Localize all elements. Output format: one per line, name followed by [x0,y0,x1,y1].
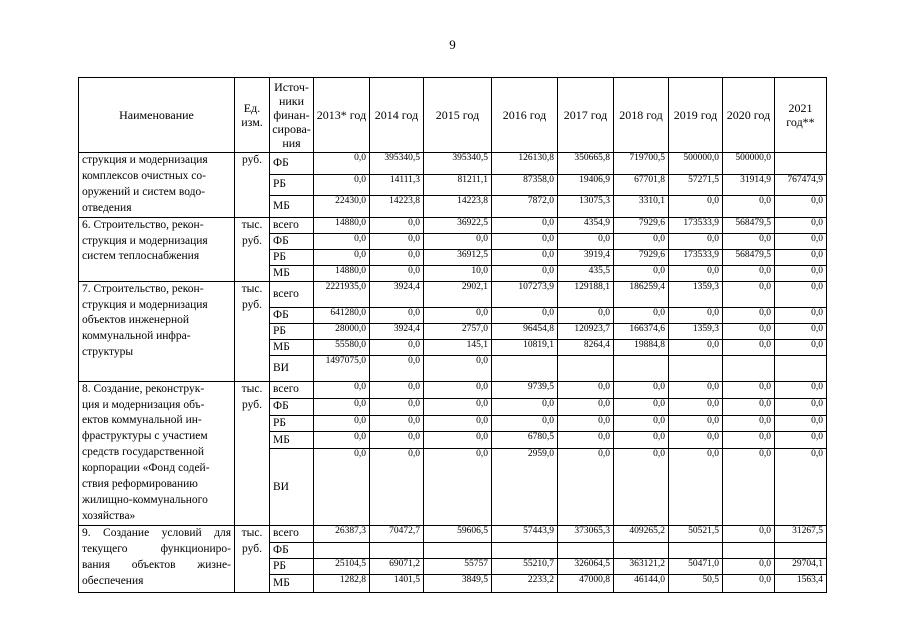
value-cell: 166374,6 [614,323,669,339]
value-cell: 0,0 [614,265,669,281]
value-cell: 0,0 [775,307,827,323]
value-cell: 0,0 [424,432,492,449]
value-cell: 0,0 [370,233,424,249]
value-cell: 0,0 [723,339,775,355]
value-cell: 0,0 [669,265,723,281]
value-cell [370,542,424,558]
value-cell: 0,0 [370,381,424,398]
value-cell: 19406,9 [558,174,614,196]
value-cell: 57443,9 [492,525,558,542]
value-cell: 0,0 [370,307,424,323]
value-cell [424,542,492,558]
value-cell: 0,0 [669,339,723,355]
section-name [79,381,235,525]
section-name-line: ектов коммунальной ин- [82,414,202,427]
value-cell: 173533,9 [669,217,723,233]
header-year: 2014 год [370,78,424,153]
value-cell: 50521,5 [669,525,723,542]
value-cell: 0,0 [492,398,558,415]
value-cell: 0,0 [558,432,614,449]
funding-source: ФБ [270,307,314,323]
value-cell: 363121,2 [614,558,669,574]
value-cell: 0,0 [614,381,669,398]
section-name-line: ствия реформированию [82,478,198,491]
value-cell: 120923,7 [558,323,614,339]
section-unit: тыс. руб. [235,381,270,525]
value-cell [492,542,558,558]
value-cell: 0,0 [775,265,827,281]
table-row [79,153,827,175]
value-cell: 0,0 [723,574,775,592]
value-cell: 500000,0 [669,153,723,175]
value-cell [558,355,614,381]
funding-source: РБ [270,415,314,432]
value-cell: 1359,3 [669,281,723,307]
value-cell: 10,0 [424,265,492,281]
value-cell [775,153,827,175]
value-cell [723,355,775,381]
value-cell: 8264,4 [558,339,614,355]
value-cell: 173533,9 [669,249,723,265]
section-name-line: корпорации «Фонд содей- [82,462,210,475]
table-row [79,217,827,233]
value-cell: 0,0 [314,432,370,449]
section-unit: тыс. руб. [235,281,270,381]
value-cell: 0,0 [370,449,424,525]
value-cell: 0,0 [492,307,558,323]
value-cell: 0,0 [723,558,775,574]
value-cell: 36922,5 [424,217,492,233]
section-name-line: объектов инженерной [82,314,190,327]
funding-source: МБ [270,574,314,592]
value-cell: 0,0 [314,153,370,175]
table-row [79,281,827,307]
value-cell: 7929,6 [614,217,669,233]
header-year: 2020 год [723,78,775,153]
value-cell: 129188,1 [558,281,614,307]
value-cell: 0,0 [614,449,669,525]
value-cell: 2233,2 [492,574,558,592]
section-name [79,217,235,281]
value-cell: 0,0 [723,449,775,525]
funding-source: МБ [270,339,314,355]
value-cell: 145,1 [424,339,492,355]
value-cell: 0,0 [775,415,827,432]
section-name-line: 7. Строительство, рекон- [82,282,204,295]
value-cell: 3849,5 [424,574,492,592]
section-name-line: систем теплоснабжения [82,250,200,263]
value-cell: 395340,5 [424,153,492,175]
section-name-line: вания объектов жизне- [82,558,231,571]
section-name [79,281,235,381]
value-cell [314,542,370,558]
value-cell: 3924,4 [370,323,424,339]
value-cell: 0,0 [723,432,775,449]
value-cell: 641280,0 [314,307,370,323]
section-name-line: 9. Создание условий для [82,526,231,539]
value-cell: 0,0 [723,265,775,281]
section-unit: руб. [235,153,270,218]
funding-source: всего [270,525,314,542]
value-cell: 0,0 [723,525,775,542]
value-cell: 0,0 [775,233,827,249]
value-cell: 0,0 [314,449,370,525]
funding-source: РБ [270,323,314,339]
value-cell [669,542,723,558]
section-name-line: обеспечения [82,574,144,587]
value-cell: 55757 [424,558,492,574]
value-cell: 568479,5 [723,249,775,265]
value-cell: 47000,8 [558,574,614,592]
header-year: 2015 год [424,78,492,153]
value-cell: 0,0 [723,196,775,218]
value-cell: 0,0 [669,307,723,323]
value-cell: 0,0 [370,339,424,355]
value-cell [492,355,558,381]
value-cell: 19884,8 [614,339,669,355]
value-cell: 0,0 [775,381,827,398]
value-cell: 0,0 [424,233,492,249]
header-unit: Ед. изм. [235,78,270,153]
section-name-line: коммунальной инфра- [82,330,191,343]
section-name-line: комплексов очистных со- [82,169,206,182]
funding-source: ВИ [270,355,314,381]
value-cell: 0,0 [314,381,370,398]
budget-table [78,77,827,593]
value-cell: 0,0 [775,281,827,307]
value-cell: 326064,5 [558,558,614,574]
value-cell: 350665,8 [558,153,614,175]
table-row [79,525,827,542]
value-cell: 0,0 [669,432,723,449]
page-number: 9 [449,37,456,52]
value-cell: 767474,9 [775,174,827,196]
value-cell: 186259,4 [614,281,669,307]
header-year: 2019 год [669,78,723,153]
section-name-line: струкция и модернизация [82,154,208,166]
value-cell: 0,0 [424,449,492,525]
value-cell: 0,0 [492,217,558,233]
value-cell: 1282,8 [314,574,370,592]
section-unit: тыс. руб. [235,217,270,281]
value-cell: 70472,7 [370,525,424,542]
header-year: 2013* год [314,78,370,153]
header-row [79,78,827,153]
value-cell: 14111,3 [370,174,424,196]
value-cell: 0,0 [775,196,827,218]
header-year: 2018 год [614,78,669,153]
value-cell: 0,0 [614,307,669,323]
value-cell: 25104,5 [314,558,370,574]
funding-source: ФБ [270,542,314,558]
value-cell: 36912,5 [424,249,492,265]
value-cell: 0,0 [558,233,614,249]
value-cell: 0,0 [775,249,827,265]
value-cell: 0,0 [424,307,492,323]
value-cell: 0,0 [370,432,424,449]
value-cell: 3924,4 [370,281,424,307]
funding-source: МБ [270,196,314,218]
section-name-line: хозяйства» [82,509,136,522]
value-cell: 0,0 [370,398,424,415]
section-name-line: струкция и модернизация [82,298,208,311]
value-cell: 0,0 [492,249,558,265]
value-cell: 0,0 [723,415,775,432]
value-cell: 0,0 [723,233,775,249]
value-cell: 0,0 [669,381,723,398]
section-name-line: фраструктуры с участием [82,430,208,443]
value-cell: 1359,3 [669,323,723,339]
value-cell: 2959,0 [492,449,558,525]
value-cell: 0,0 [614,415,669,432]
value-cell: 0,0 [775,217,827,233]
value-cell: 1401,5 [370,574,424,592]
value-cell: 7929,6 [614,249,669,265]
value-cell: 0,0 [614,398,669,415]
value-cell: 3310,1 [614,196,669,218]
value-cell: 0,0 [669,415,723,432]
value-cell: 1563,4 [775,574,827,592]
value-cell: 10819,1 [492,339,558,355]
value-cell: 14223,8 [424,196,492,218]
value-cell: 0,0 [558,415,614,432]
value-cell: 0,0 [314,233,370,249]
funding-source: всего [270,381,314,398]
table-body [79,153,827,593]
value-cell: 55580,0 [314,339,370,355]
value-cell: 0,0 [314,398,370,415]
value-cell: 31267,5 [775,525,827,542]
value-cell: 22430,0 [314,196,370,218]
value-cell: 0,0 [424,381,492,398]
value-cell: 0,0 [370,249,424,265]
value-cell: 126130,8 [492,153,558,175]
funding-source: МБ [270,432,314,449]
value-cell: 0,0 [424,415,492,432]
funding-source: МБ [270,265,314,281]
value-cell: 0,0 [558,307,614,323]
value-cell: 0,0 [370,415,424,432]
value-cell: 0,0 [558,381,614,398]
value-cell: 107273,9 [492,281,558,307]
value-cell: 0,0 [614,233,669,249]
value-cell: 87358,0 [492,174,558,196]
header-name: Наименование [79,78,235,153]
value-cell: 0,0 [669,398,723,415]
section-name [79,525,235,592]
section-name-line: жилищно-коммунального [82,493,208,506]
value-cell: 4354,9 [558,217,614,233]
section-name-line: средств государственной [82,446,205,459]
table-row [79,381,827,398]
funding-source: ФБ [270,398,314,415]
funding-source: ФБ [270,153,314,175]
value-cell: 0,0 [775,398,827,415]
value-cell: 0,0 [492,415,558,432]
value-cell: 14880,0 [314,217,370,233]
value-cell: 28000,0 [314,323,370,339]
value-cell [614,355,669,381]
funding-source: всего [270,281,314,307]
value-cell [669,355,723,381]
funding-source: всего [270,217,314,233]
value-cell: 0,0 [492,265,558,281]
value-cell: 1497075,0 [314,355,370,381]
funding-source: ФБ [270,233,314,249]
value-cell: 0,0 [723,398,775,415]
section-name-line: структуры [82,346,134,359]
section-unit: тыс. руб. [235,525,270,592]
value-cell: 59606,5 [424,525,492,542]
value-cell: 67701,8 [614,174,669,196]
value-cell: 46144,0 [614,574,669,592]
value-cell: 0,0 [723,323,775,339]
value-cell: 0,0 [775,339,827,355]
section-name-line: оружений и систем водо- [82,185,206,198]
section-name [79,153,235,218]
header-year: 2017 год [558,78,614,153]
value-cell: 0,0 [723,281,775,307]
value-cell: 0,0 [669,233,723,249]
value-cell: 69071,2 [370,558,424,574]
value-cell: 6780,5 [492,432,558,449]
funding-source: РБ [270,558,314,574]
funding-source: РБ [270,249,314,265]
header-year: 2021 год** [775,78,827,153]
value-cell: 0,0 [370,217,424,233]
value-cell: 0,0 [775,323,827,339]
funding-source: РБ [270,174,314,196]
value-cell: 9739,5 [492,381,558,398]
value-cell: 14880,0 [314,265,370,281]
value-cell [775,355,827,381]
value-cell: 435,5 [558,265,614,281]
section-name-line: ция и модернизация объ- [82,398,205,411]
funding-source: ВИ [270,449,314,525]
value-cell: 2221935,0 [314,281,370,307]
value-cell: 0,0 [370,355,424,381]
value-cell: 0,0 [314,249,370,265]
value-cell: 0,0 [492,233,558,249]
value-cell: 395340,5 [370,153,424,175]
value-cell [775,542,827,558]
value-cell: 0,0 [723,381,775,398]
value-cell: 26387,3 [314,525,370,542]
value-cell: 2902,1 [424,281,492,307]
value-cell [558,542,614,558]
value-cell [723,542,775,558]
value-cell: 81211,1 [424,174,492,196]
value-cell: 500000,0 [723,153,775,175]
value-cell: 57271,5 [669,174,723,196]
section-name-line: 6. Строительство, рекон- [82,218,204,231]
value-cell: 0,0 [424,398,492,415]
value-cell: 0,0 [314,174,370,196]
value-cell: 96454,8 [492,323,558,339]
section-name-line: отведения [82,201,132,214]
value-cell: 0,0 [314,415,370,432]
value-cell: 0,0 [614,432,669,449]
value-cell: 0,0 [424,355,492,381]
value-cell: 13075,3 [558,196,614,218]
value-cell: 409265,2 [614,525,669,542]
value-cell: 0,0 [775,432,827,449]
value-cell: 0,0 [558,449,614,525]
value-cell: 50471,0 [669,558,723,574]
section-name-line: 8. Создание, реконструк- [82,382,205,395]
value-cell: 0,0 [370,265,424,281]
value-cell: 719700,5 [614,153,669,175]
value-cell: 0,0 [723,307,775,323]
value-cell: 50,5 [669,574,723,592]
value-cell: 0,0 [669,196,723,218]
value-cell: 3919,4 [558,249,614,265]
value-cell: 31914,9 [723,174,775,196]
section-name-line: струкция и модернизация [82,234,208,247]
value-cell: 29704,1 [775,558,827,574]
value-cell: 373065,3 [558,525,614,542]
header-source: Источ-ники финан-сирова-ния [270,78,314,153]
value-cell: 0,0 [558,398,614,415]
value-cell: 568479,5 [723,217,775,233]
value-cell: 14223,8 [370,196,424,218]
section-name-line: текущего функциониро- [82,542,231,555]
value-cell: 2757,0 [424,323,492,339]
value-cell: 7872,0 [492,196,558,218]
value-cell: 0,0 [775,449,827,525]
header-year: 2016 год [492,78,558,153]
value-cell: 0,0 [669,449,723,525]
value-cell [614,542,669,558]
value-cell: 55210,7 [492,558,558,574]
